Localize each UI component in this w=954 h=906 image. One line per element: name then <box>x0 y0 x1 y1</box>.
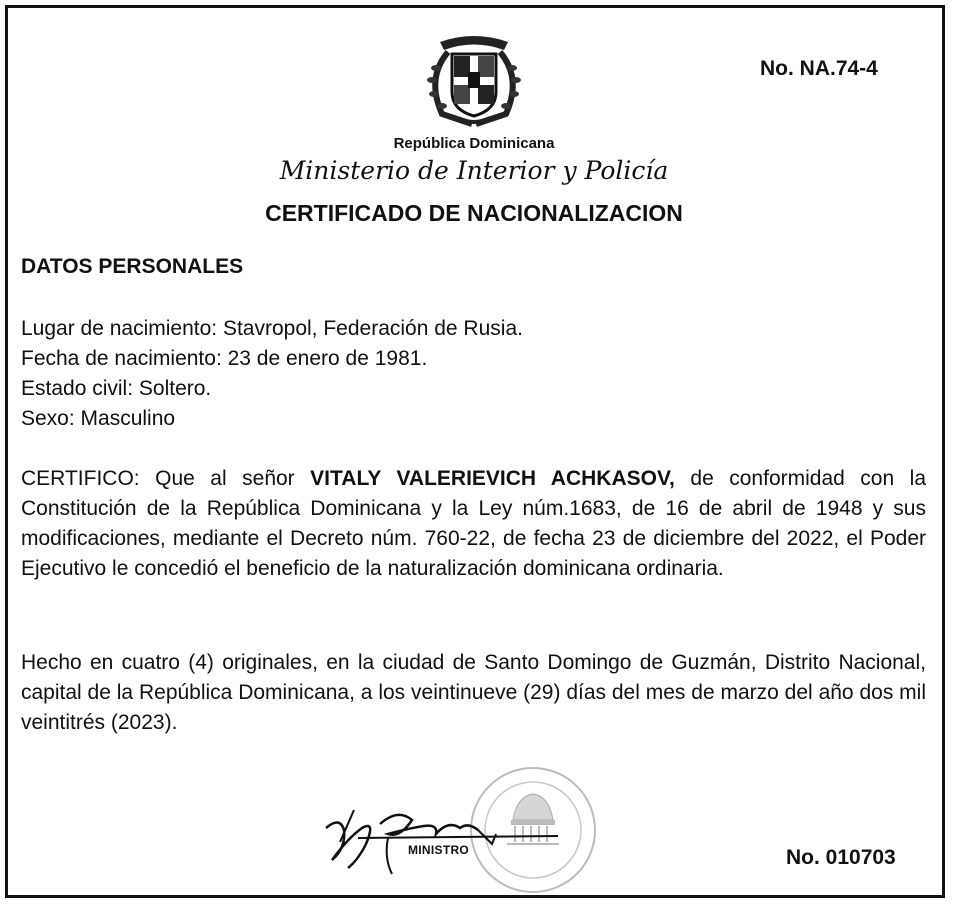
citizen-name: VITALY VALERIEVICH ACHKASOV, <box>310 467 675 490</box>
signatory-role: MINISTRO <box>408 843 470 857</box>
sex-line: Sexo: Masculino <box>21 407 176 430</box>
personal-data-heading: DATOS PERSONALES <box>21 255 244 278</box>
issuance-paragraph: Hecho en cuatro (4) originales, en la ciudad de Santo Domingo de Guzmán, Distrito Nacional, capital de la República Dominicana, a los veintinueve (29) días del mes de marzo del año dos mil veintitrés (2023). <box>21 651 926 734</box>
birthdate-line: Fecha de nacimiento: 23 de enero de 1981. <box>21 347 428 370</box>
birthplace-line: Lugar de nacimiento: Stavropol, Federación de Rusia. <box>21 317 523 340</box>
ministry-name: Ministerio de Interior y Policía <box>279 156 669 185</box>
certification-body: de conformidad con la Constitución de la República Dominicana y la Ley núm.1683, de 16 de abril de 1948 y sus modificaciones, mediante el Decreto núm. 760-22, de fecha 23 de diciembre del 2022, el Poder Ejecutivo le concedió el beneficio de la naturalización dominicana ordinaria. <box>21 467 927 580</box>
coat-of-arms-icon <box>420 28 528 128</box>
document-number: No. NA.74-4 <box>760 57 878 80</box>
serial-number: No. 010703 <box>786 846 896 869</box>
certification-paragraph <box>21 464 926 584</box>
civil-status-line: Estado civil: Soltero. <box>21 377 212 400</box>
signature-icon <box>318 798 568 880</box>
certificate-title: CERTIFICADO DE NACIONALIZACION <box>265 200 683 226</box>
certification-prefix: CERTIFICO: Que al señor <box>21 467 311 490</box>
personal-data-list <box>21 314 523 434</box>
republic-name: República Dominicana <box>393 135 555 152</box>
